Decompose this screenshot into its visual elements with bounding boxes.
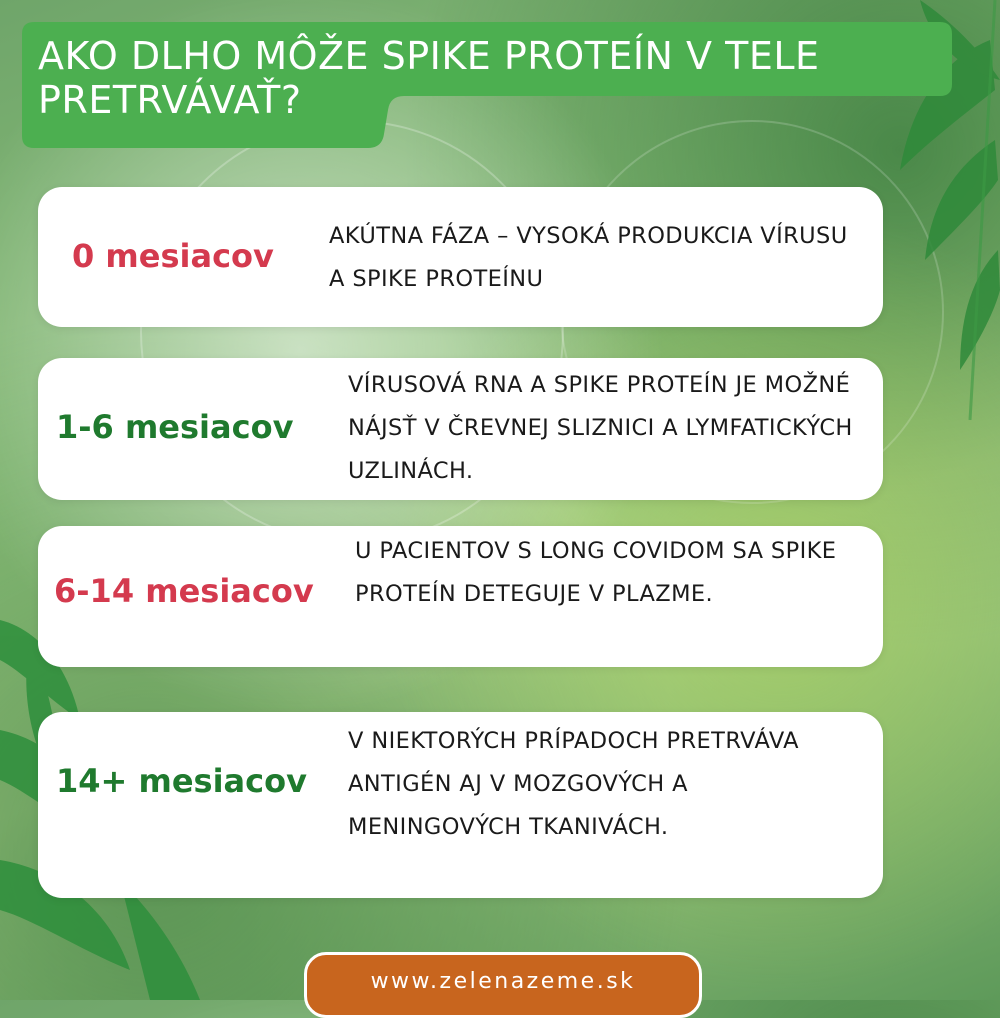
timeline-description: VÍRUSOVÁ RNA A SPIKE PROTEÍN JE MOŽNÉ NÁJSŤ V ČREVNEJ SLIZNICI A LYMFATICKÝCH UZLINÁCH. [348, 372, 853, 484]
website-url[interactable]: www.zelenazeme.sk [370, 969, 636, 994]
timeline-card [38, 358, 883, 500]
timeline-description: V NIEKTORÝCH PRÍPADOCH PRETRVÁVA ANTIGÉN AJ V MOZGOVÝCH A MENINGOVÝCH TKANIVÁCH. [348, 728, 799, 840]
website-badge[interactable] [304, 952, 702, 1018]
timeline-card [38, 712, 883, 898]
title-banner [22, 22, 952, 148]
timeline-period-label: 1-6 mesiacov [56, 408, 294, 446]
timeline-card [38, 526, 883, 667]
timeline-description: U PACIENTOV S LONG COVIDOM SA SPIKE PROTEÍN DETEGUJE V PLAZME. [355, 538, 837, 607]
timeline-period-label: 6-14 mesiacov [54, 572, 314, 610]
timeline-period-label: 14+ mesiacov [56, 762, 307, 800]
timeline-description: AKÚTNA FÁZA – VYSOKÁ PRODUKCIA VÍRUSU A SPIKE PROTEÍNU [329, 223, 848, 292]
timeline-period-label: 0 mesiacov [72, 237, 274, 275]
page-title: AKO DLHO MÔŽE SPIKE PROTEÍN V TELE PRETRVÁVAŤ? [38, 34, 820, 122]
timeline-card [38, 187, 883, 327]
